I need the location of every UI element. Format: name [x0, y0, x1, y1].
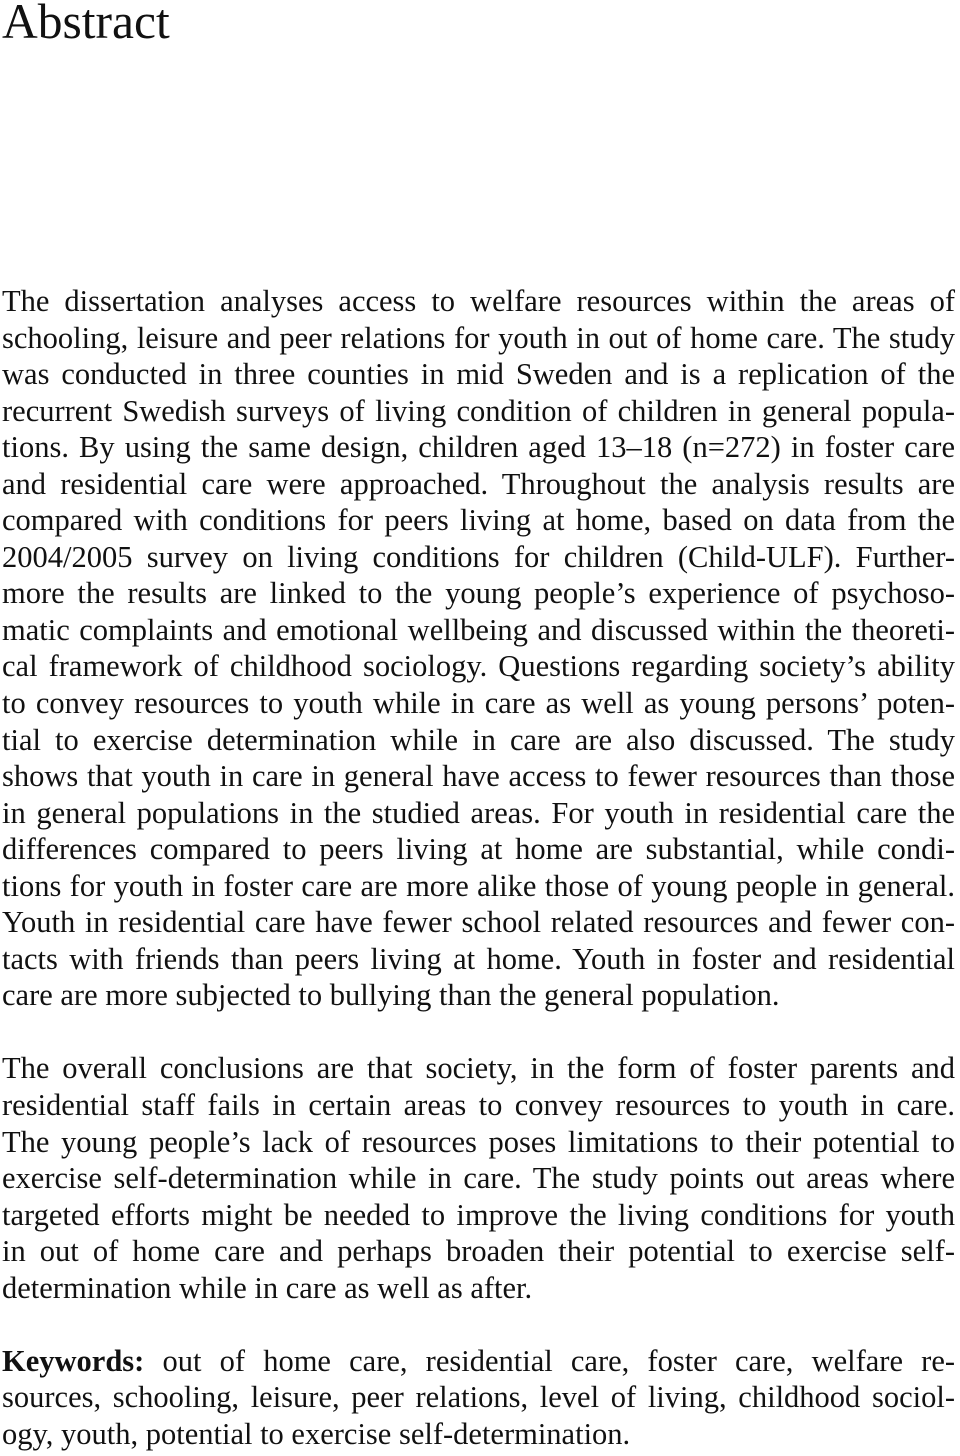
keywords-label: Keywords: — [2, 1343, 145, 1378]
text-line: Youth in residential care have fewer school related resources and fewer con- — [2, 905, 955, 940]
text-line: tial to exercise determination while in care are also discussed. The study — [2, 722, 955, 757]
text-line: tacts with friends than peers living at home. Youth in foster and residential — [2, 941, 955, 976]
keywords-line: sources, schooling, leisure, peer relations, level of living, childhood sociol- — [2, 1380, 955, 1415]
text-line: residential staff fails in certain areas to convey resources to youth in care. — [2, 1088, 955, 1123]
text-line: compared with conditions for peers living at home, based on data from the — [2, 503, 955, 538]
page-title: Abstract — [2, 0, 170, 49]
text-line: more the results are linked to the young people’s experience of psychoso- — [2, 576, 955, 611]
text-line: shows that youth in care in general have access to fewer resources than those — [2, 759, 955, 794]
abstract-paragraph — [2, 283, 955, 1014]
text-line: differences compared to peers living at home are substantial, while condi- — [2, 832, 955, 867]
text-line: care are more subjected to bullying than the general population. — [2, 978, 780, 1013]
text-line: cal framework of childhood sociology. Questions regarding society’s ability — [2, 649, 955, 684]
text-line: in general populations in the studied areas. For youth in residential care the — [2, 795, 955, 830]
text-line: tions. By using the same design, children aged 13–18 (n=272) in foster care — [2, 430, 955, 465]
text-line: exercise self-determination while in care. The study points out areas where — [2, 1161, 955, 1196]
keywords-paragraph — [2, 1343, 955, 1453]
text-line: matic complaints and emotional wellbeing and discussed within the theoreti- — [2, 612, 955, 647]
text-line: and residential care were approached. Throughout the analysis results are — [2, 466, 955, 501]
abstract-paragraph — [2, 1050, 955, 1306]
keywords-text: out of home care, residential care, foster care, welfare re- — [162, 1343, 956, 1378]
text-line: The dissertation analyses access to welfare resources within the areas of — [2, 284, 955, 318]
text-line: targeted efforts might be needed to improve the living conditions for youth — [2, 1197, 955, 1232]
text-line: was conducted in three counties in mid Sweden and is a replication of the — [2, 357, 955, 392]
text-line: 2004/2005 survey on living conditions for children (Child-ULF). Further- — [2, 539, 955, 574]
text-line: to convey resources to youth while in care as well as young persons’ poten- — [2, 686, 955, 721]
text-line: schooling, leisure and peer relations for youth in out of home care. The study — [2, 320, 955, 355]
text-line: tions for youth in foster care are more alike those of young people in general. — [2, 868, 955, 903]
text-line: in out of home care and perhaps broaden their potential to exercise self- — [2, 1234, 955, 1269]
text-line: The young people’s lack of resources poses limitations to their potential to — [2, 1124, 955, 1159]
keywords-line — [2, 1343, 955, 1380]
text-line: The overall conclusions are that society, in the form of foster parents and — [2, 1051, 955, 1086]
abstract-body — [2, 283, 955, 1453]
text-line: recurrent Swedish surveys of living condition of children in general popula- — [2, 393, 955, 428]
text-line: determination while in care as well as after. — [2, 1270, 533, 1305]
keywords-line: ogy, youth, potential to exercise self-determination. — [2, 1416, 631, 1451]
